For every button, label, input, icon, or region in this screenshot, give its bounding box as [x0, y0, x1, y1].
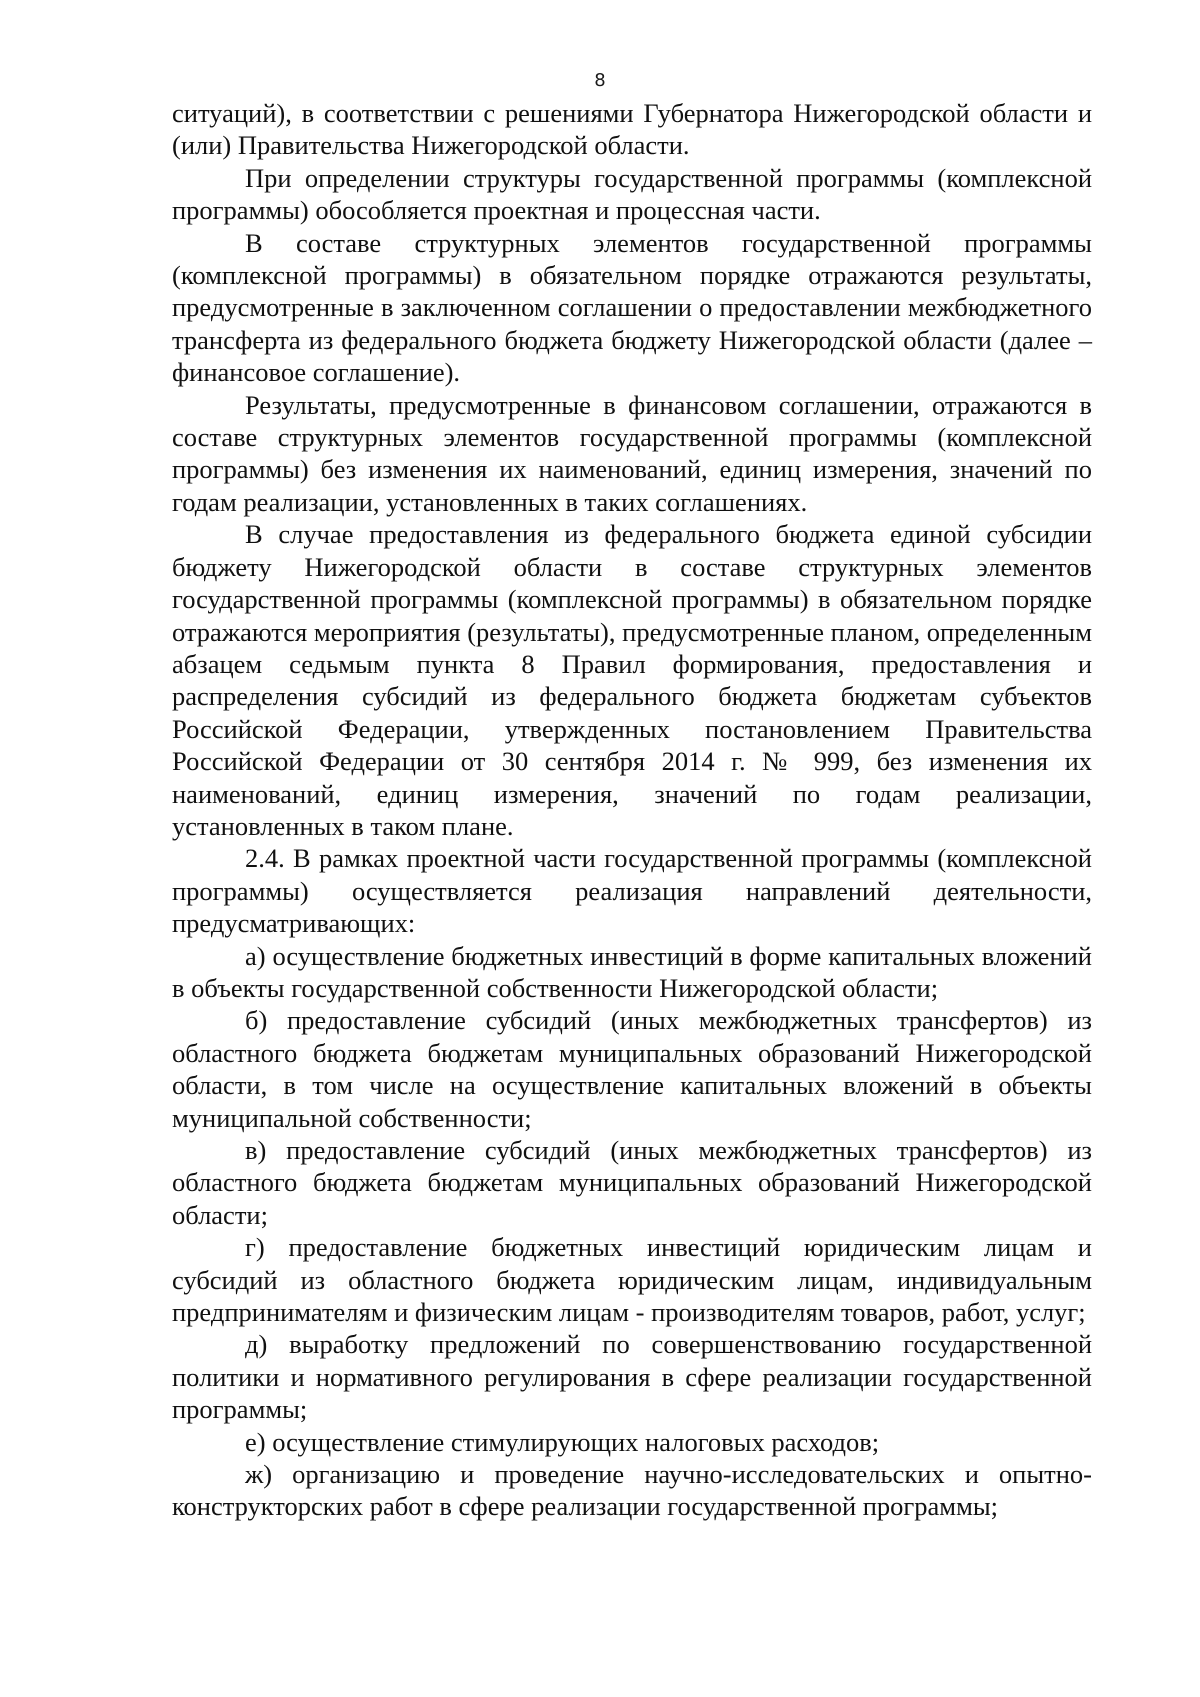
list-item-zh: ж) организацию и проведение научно-исследовательских и опытно-конструкторских работ в сфере реализации государственной программы; [172, 1459, 1092, 1522]
list-item-v: в) предоставление субсидий (иных межбюджетных трансфертов) из областного бюджета бюджетам муниципальных образований Нижегородской области; [172, 1135, 1092, 1230]
paragraph-continuation: ситуаций), в соответствии с решениями Губернатора Нижегородской области и (или) Правительства Нижегородской области. [172, 98, 1092, 161]
paragraph-single-subsidy: В случае предоставления из федерального бюджета единой субсидии бюджету Нижегородской области в составе структурных элементов государственной программы (комплексной программы) в обязательном порядке отражаются мероприятия (результаты), предусмотренные планом, определенным абзацем седьмым пункта 8 Правил формирования, предоставления и распределения субсидий из федерального бюджета бюджетам субъектов Российской Федерации, утвержденных постановлением Правительства Российской Федерации от 30 сентября 2014 г. № 999, без изменения их наименований, единиц измерения, значений по годам реализации, установленных в таком плане. [172, 519, 1092, 841]
list-item-e: е) осуществление стимулирующих налоговых расходов; [245, 1426, 880, 1457]
document-body [172, 97, 1092, 1523]
page-number: 8 [594, 70, 606, 91]
list-item-g: г) предоставление бюджетных инвестиций юридическим лицам и субсидий из областного бюджета юридическим лицам, индивидуальным предпринимателям и физическим лицам - производителям товаров, работ, услуг; [172, 1232, 1092, 1328]
list-item-a: а) осуществление бюджетных инвестиций в форме капитальных вложений в объекты государственной собственности Нижегородской области; [172, 940, 1092, 1003]
paragraph-results: Результаты, предусмотренные в финансовом соглашении, отражаются в составе структурных элементов государственной программы (комплексной программы) без изменения их наименований, единиц измерения, значений по годам реализации, установленных в таких соглашениях. [172, 389, 1092, 517]
paragraph-section-2-4: 2.4. В рамках проектной части государственной программы (комплексной программы) осуществляется реализация направлений деятельности, предусматривающих: [172, 843, 1092, 939]
list-item-d: д) выработку предложений по совершенствованию государственной политики и нормативного регулирования в сфере реализации государственной программы; [172, 1329, 1092, 1425]
paragraph-structural-elements: В составе структурных элементов государственной программы (комплексной программы) в обязательном порядке отражаются результаты, предусмотренные в заключенном соглашении о предоставлении межбюджетного трансферта из федерального бюджета бюджету Нижегородской области (далее – финансовое соглашение). [172, 227, 1092, 388]
list-item-b: б) предоставление субсидий (иных межбюджетных трансфертов) из областного бюджета бюджетам муниципальных образований Нижегородской области, в том числе на осуществление капитальных вложений в объекты муниципальной собственности; [172, 1005, 1092, 1133]
paragraph-structure: При определении структуры государственной программы (комплексной программы) обособляется проектная и процессная части. [172, 162, 1092, 226]
